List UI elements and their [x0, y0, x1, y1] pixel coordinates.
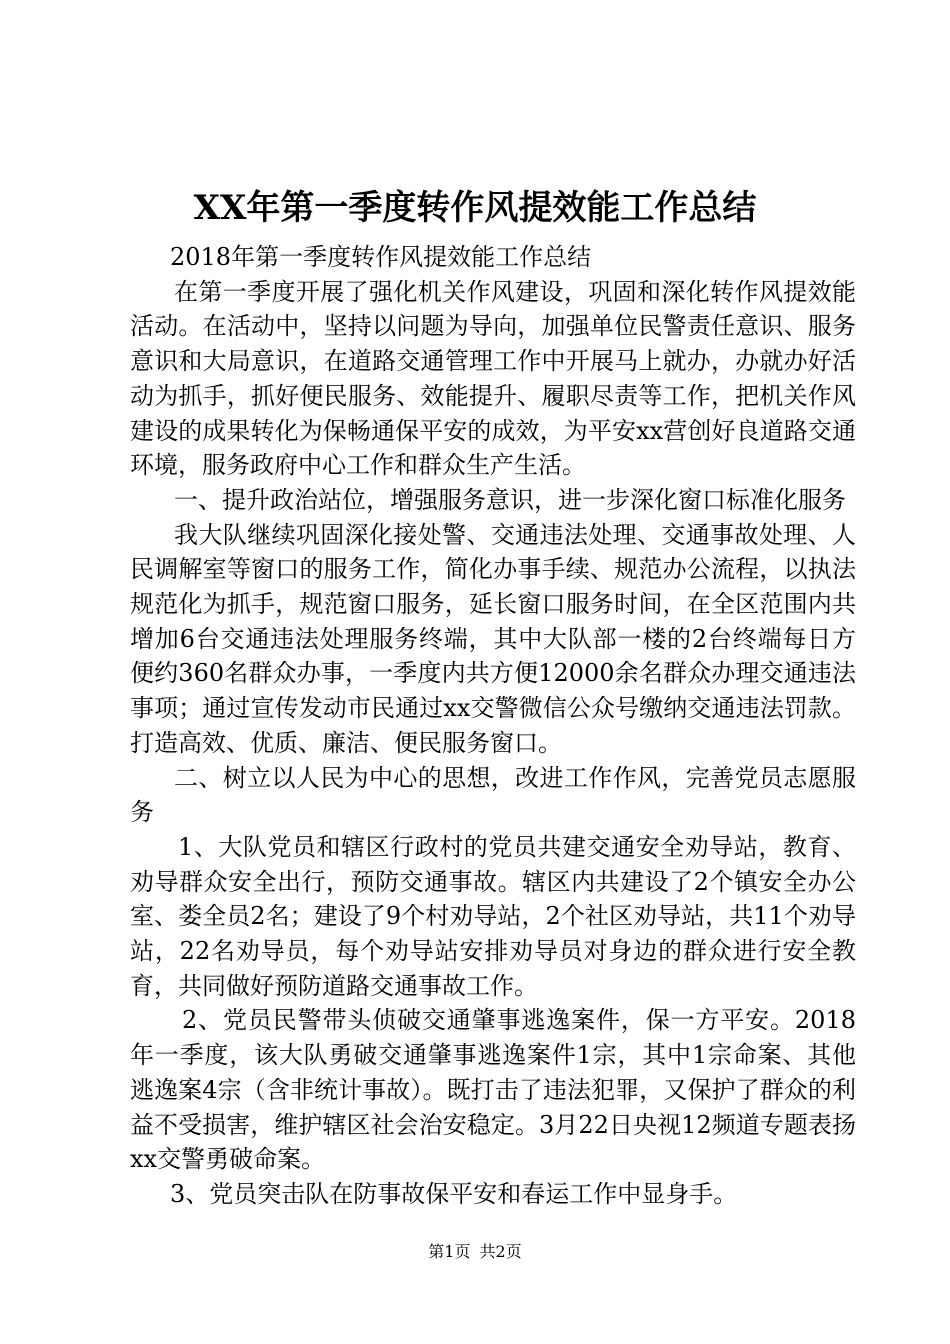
paragraph-subtitle: 2018年第一季度转作风提效能工作总结 [170, 243, 592, 271]
page-number-footer: 第1页 共2页 [428, 1242, 522, 1261]
document-title: XX年第一季度转作风提效能工作总结 [193, 188, 757, 228]
document-body [130, 240, 856, 1212]
paragraph-item-1: 1、大队党员和辖区行政村的党员共建交通安全劝导站，教育、劝导群众安全出行，预防交通事故。辖区内共建设了2个镇安全办公室、娄全员2名；建设了9个村劝导站，2个社区劝导站，共11个劝导站，22名劝导员，每个劝导站安排劝导员对身边的群众进行安全教育，共同做好预防道路交通事故工作。 [130, 832, 856, 1000]
paragraph-item-3: 3、党员突击队在防事故保平安和春运工作中显身手。 [170, 1179, 738, 1208]
paragraph-section-1: 我大队继续巩固深化接处警、交通违法处理、交通事故处理、人民调解室等窗口的服务工作，简化办事手续、规范办公流程，以执法规范化为抓手，规范窗口服务，延长窗口服务时间，在全区范围内共增加6台交通违法处理服务终端，其中大队部一楼的2台终端每日方便约360名群众办事，一季度内共方便12000余名群众办理交通违法事项；通过宣传发动市民通过xx交警微信公众号缴纳交通违法罚款。打造高效、优质、廉洁、便民服务窗口。 [130, 520, 856, 757]
paragraph-item-2: 2、党员民警带头侦破交通肇事逃逸案件，保一方平安。2018年一季度，该大队勇破交通肇事逃逸案件1宗，其中1宗命案、其他逃逸案4宗（含非统计事故）。既打击了违法犯罪，又保护了群众的利益不受损害，维护辖区社会治安稳定。3月22日央视12频道专题表扬xx交警勇破命案。 [130, 1006, 856, 1174]
section-heading-1: 一、提升政治站位，增强服务意识，进一步深化窗口标准化服务 [174, 485, 846, 514]
paragraph-intro: 在第一季度开展了强化机关作风建设，巩固和深化转作风提效能活动。在活动中，坚持以问题为导向，加强单位民警责任意识、服务意识和大局意识，在道路交通管理工作中开展马上就办，办就办好活动为抓手，抓好便民服务、效能提升、履职尽责等工作，把机关作风建设的成果转化为保畅通保平安的成效，为平安xx营创好良道路交通环境，服务政府中心工作和群众生产生活。 [130, 277, 856, 480]
section-heading-2: 二、树立以人民为中心的思想，改进工作作风，完善党员志愿服务 [130, 763, 856, 827]
